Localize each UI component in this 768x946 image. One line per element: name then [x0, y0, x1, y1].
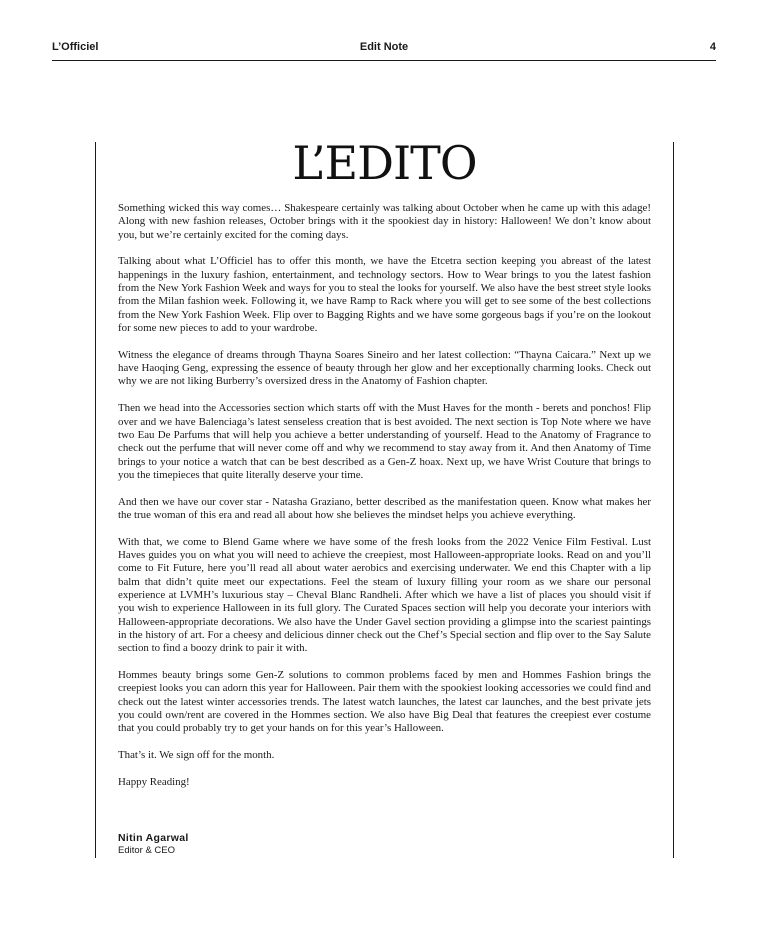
body-paragraph: Happy Reading! [118, 775, 190, 788]
page-header [52, 38, 716, 61]
editorial-body [118, 202, 651, 802]
editorial-title: L’EDITO [292, 136, 477, 190]
body-paragraph: Then we head into the Accessories section which starts off with the Must Haves for the month - berets and ponchos! Flip over and we have Balenciaga’s latest senseless creation that is best avoided. The next section is Top Note where we have two Eau De Parfums that will help you achieve a better understanding of yourself. Head to the Anatomy of Fragrance to check out the perfume that will never come off and why we recommend to stay away from it. And then Anatomy of Time brings to your notice a watch that can be best described as a Gen-Z hoax. Next up, we have Wrist Couture that brings to you the timepieces that quite literally deserve your time. [118, 402, 651, 481]
editor-role: Editor & CEO [118, 845, 176, 856]
editor-name: Nitin Agarwal [118, 832, 189, 844]
body-paragraph: Talking about what L’Officiel has to offer this month, we have the Etcetra section keeping you abreast of the latest happenings in the luxury fashion, entertainment, and technology sectors. How to Wear brings to you the latest fashion from the New York Fashion Week and ways for you to steal the looks for yourself. We also have the best street style looks from the Milan fashion week. Following it, we have Ramp to Rack where you will get to see some of the best collections from the New York Fashion Week. Flip over to Bagging Rights and we have some gorgeous bags if you’re on the lookout for some new pieces to add to your wardrobe. [118, 255, 651, 335]
magazine-brand: L’Officiel [52, 41, 99, 53]
page-number: 4 [709, 41, 716, 53]
body-paragraph: Hommes beauty brings some Gen-Z solutions to common problems faced by men and Hommes Fashion brings the creepiest looks you can adorn this year for Halloween. Pair them with the spookiest looking accessories we could find and check out the latest winter accessories trends. The latest watch launches, the latest car launches, and the best private jets you could own/rent are covered in the Hommes section. We also have Big Deal that features the creepiest ever costume that you could probably try to get your hands on for this year’s Halloween. [118, 669, 651, 735]
left-border-rule [95, 142, 96, 858]
body-paragraph: Something wicked this way comes… Shakespeare certainly was talking about October when he came up with this adage! Along with new fashion releases, October brings with it the spookiest day in history: Halloween! We don’t know about you, but we’re certainly excited for the coming days. [118, 202, 651, 241]
body-paragraph: That’s it. We sign off for the month. [118, 749, 275, 762]
editor-signature [118, 832, 189, 857]
right-border-rule [673, 142, 674, 858]
body-paragraph: And then we have our cover star - Natasha Graziano, better described as the manifestation queen. Know what makes her the true woman of this era and read all about how she believes the mindset helps you achieve everything. [118, 495, 651, 521]
body-paragraph: With that, we come to Blend Game where we have some of the fresh looks from the 2022 Venice Film Festival. Lust Haves guides you on what you will need to achieve the creepiest, most Halloween-appropriate looks. Read on and you’ll come to Fit Future, here you’ll read all about water aerobics and exercising underwater. We end this Chapter with a lip balm that didn’t quite meet our expectations. Feel the steam of luxury filling your room as we share our personal experience at LVMH’s luxurious stay – Cheval Blanc Randheli. After which we have a list of places you should visit if you wish to experience Halloween in its full glory. The Curated Spaces section will help you decorate your interiors with Halloween-appropriate decorations. We also have the Under Gavel section providing a glimpse into the scariest paintings in the history of art. For a cheesy and delicious dinner check out the Chef’s Special section and flip over to the Say Salute section to find a boozy drink to pair it with. [118, 535, 651, 655]
section-title: Edit Note [359, 41, 409, 53]
body-paragraph: Witness the elegance of dreams through Thayna Soares Sineiro and her latest collection: “Thayna Caicara.” Next up we have Haoqing Geng, expressing the essence of beauty through her glow and her exceptionally charming looks. Check out why we are not liking Burberry’s oversized dress in the Anatomy of Fashion chapter. [118, 348, 651, 388]
